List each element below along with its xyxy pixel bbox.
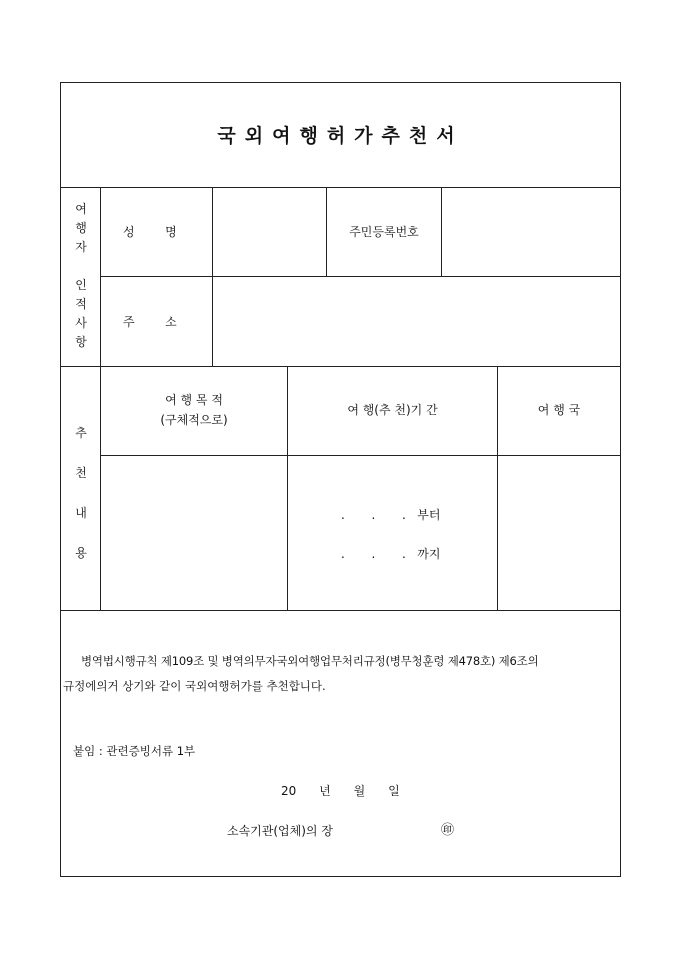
name-field[interactable]	[213, 187, 326, 276]
form-title: 국외여행허가추천서	[217, 125, 464, 147]
person-section-divider	[61, 366, 620, 367]
purpose-field[interactable]	[101, 456, 287, 610]
period-from[interactable]: . . . 부터	[341, 508, 441, 522]
period-to[interactable]: . . . 까지	[341, 547, 441, 561]
purpose-period-divider	[287, 366, 288, 610]
country-field[interactable]	[498, 456, 620, 610]
period-header: 여 행(추 천)기 간	[347, 403, 438, 417]
country-header: 여 행 국	[537, 403, 581, 417]
address-label: 주 소	[123, 315, 177, 329]
signer-label: 소속기관(업체)의 장	[227, 824, 333, 838]
date-line[interactable]: 20 년 월 일	[281, 784, 400, 798]
recommendation-form	[60, 82, 621, 877]
rrn-label: 주민등록번호	[349, 225, 419, 239]
purpose-header-line1: 여 행 목 적	[165, 393, 223, 407]
purpose-header-line2: (구체적으로)	[160, 413, 228, 427]
recommend-section-label: 추 천 내 용	[75, 426, 87, 560]
name-label: 성 명	[123, 225, 177, 239]
person-section-label: 여 행 자 인 적 사 항	[75, 202, 87, 349]
attachment-note: 붙임 : 관련증빙서류 1부	[73, 744, 196, 758]
statement-line1: 병역법시행규칙 제109조 및 병역의무자국외여행업무처리규정(병무청훈령 제478호) 제6조의	[81, 654, 539, 668]
address-field[interactable]	[213, 277, 620, 366]
seal-mark: ㊞	[441, 823, 455, 838]
rrn-field[interactable]	[442, 187, 620, 276]
recommend-section-divider	[61, 610, 620, 611]
statement-line2: 규정에의거 상기와 같이 국외여행허가를 추천합니다.	[63, 679, 326, 693]
